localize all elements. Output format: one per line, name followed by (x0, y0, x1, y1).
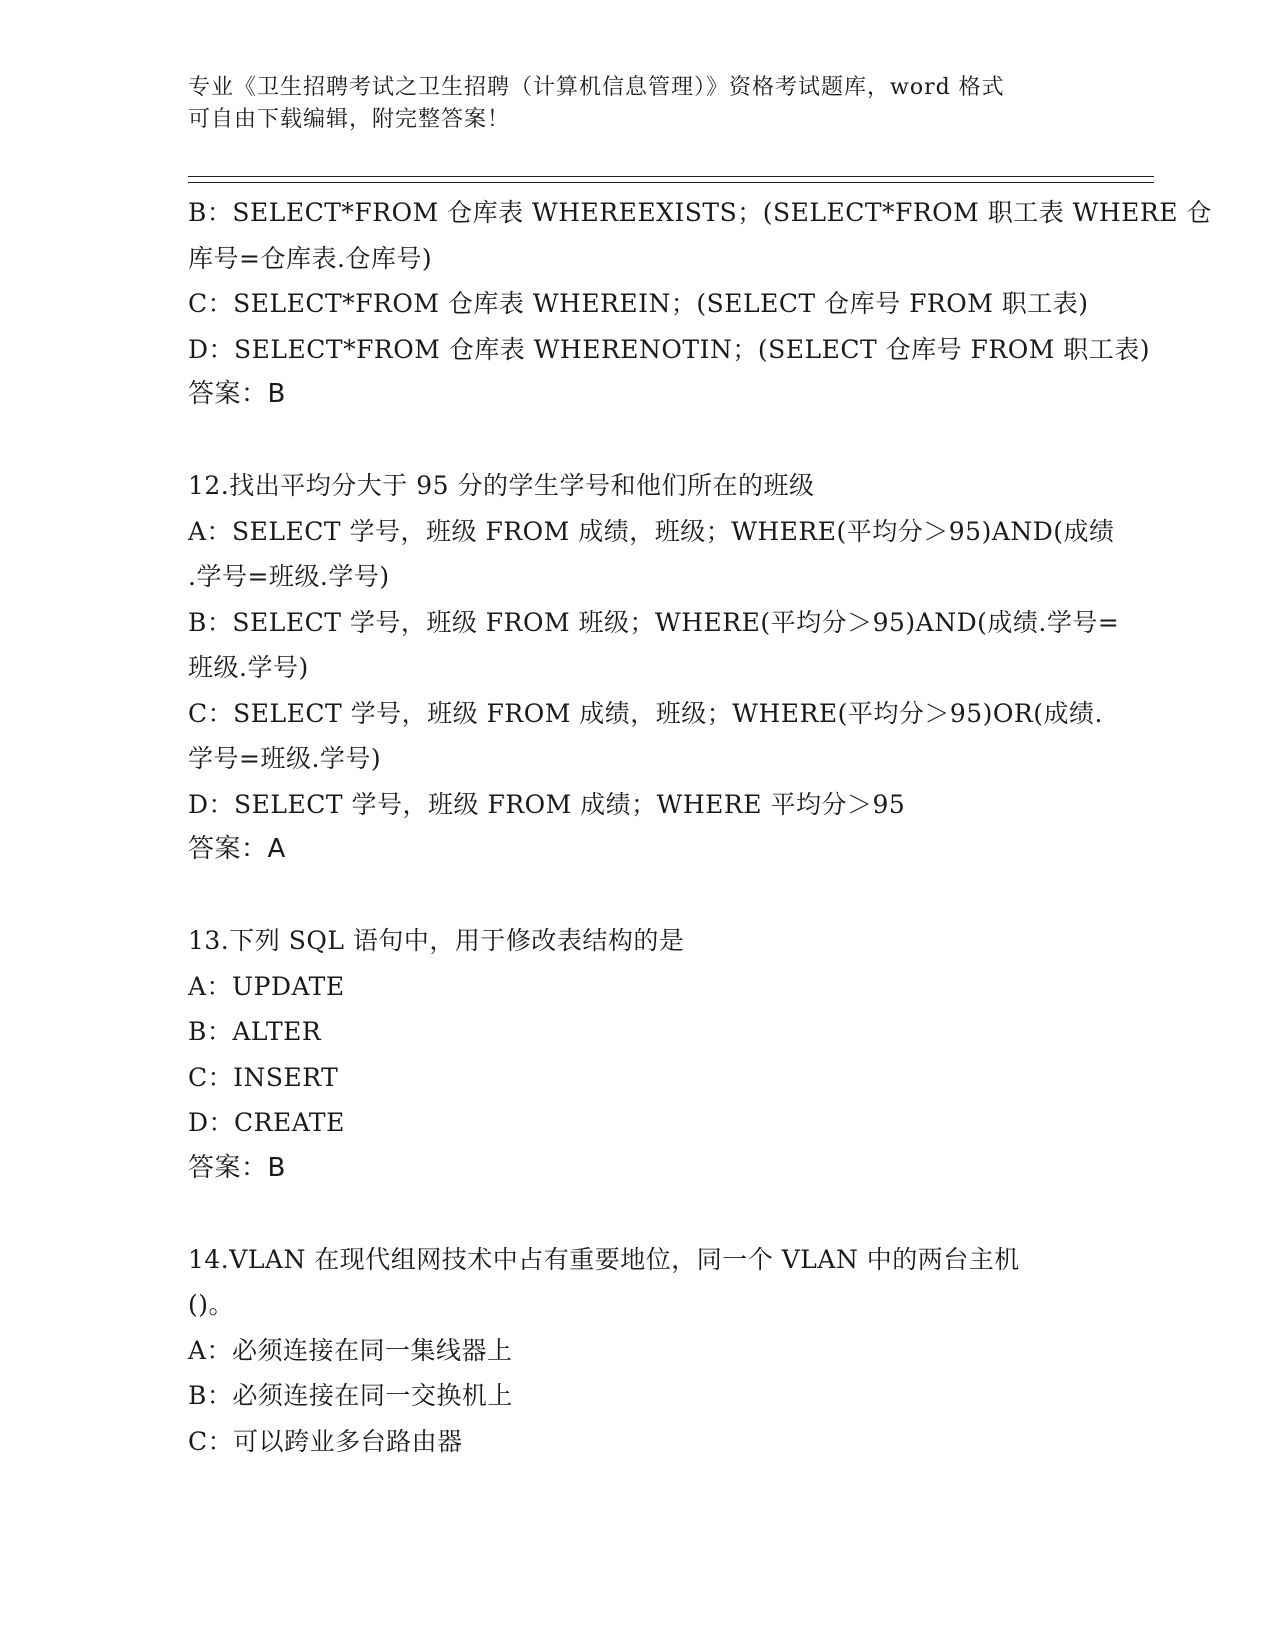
document-header (188, 72, 1088, 136)
q11-option-b-line1: B：SELECT*FROM 仓库表 WHEREEXISTS；(SELECT*FROM 职工表 WHERE 仓 (188, 198, 1212, 227)
q14-stem-line2: ()。 (188, 1290, 235, 1319)
question-12 (188, 463, 1120, 873)
q11-option-d: D：SELECT*FROM 仓库表 WHERENOTIN；(SELECT 仓库号 FROM 职工表) (188, 334, 1150, 364)
q13-option-c: C：INSERT (188, 1062, 339, 1092)
q12-option-d: D：SELECT 学号，班级 FROM 成绩；WHERE 平均分＞95 (188, 789, 906, 819)
question-13 (188, 918, 1088, 1191)
header-line-2: 可自由下载编辑，附完整答案！ (188, 107, 511, 132)
q13-option-d: D：CREATE (188, 1108, 345, 1137)
q11-option-c: C：SELECT*FROM 仓库表 WHEREIN；(SELECT 仓库号 FROM 职工表) (188, 289, 1089, 318)
q14-option-b: B：必须连接在同一交换机上 (188, 1381, 513, 1410)
spacer (188, 1191, 1088, 1237)
header-divider-bottom (188, 182, 1154, 183)
q12-option-b-line2: 班级.学号) (188, 653, 309, 682)
question-11 (188, 190, 1212, 418)
question-14 (188, 1237, 1088, 1465)
q12-answer: 答案：A (188, 834, 286, 864)
question-content (188, 190, 1212, 1464)
q14-option-a: A：必须连接在同一集线器上 (188, 1335, 513, 1365)
header-divider-top (188, 176, 1154, 177)
q11-answer: 答案：B (188, 379, 286, 409)
q12-option-c-line2: 学号=班级.学号) (188, 744, 382, 773)
q12-option-c-line1: C：SELECT 学号，班级 FROM 成绩，班级；WHERE(平均分＞95)OR(成绩. (188, 698, 1103, 728)
q12-option-b-line1: B：SELECT 学号，班级 FROM 班级；WHERE(平均分＞95)AND(成绩.学号= (188, 607, 1120, 637)
q12-stem: 12.找出平均分大于 95 分的学生学号和他们所在的班级 (188, 471, 815, 500)
q12-option-a-line2: .学号=班级.学号) (188, 562, 390, 591)
q13-answer: 答案：B (188, 1152, 286, 1183)
q13-option-b: B：ALTER (188, 1017, 322, 1046)
q14-option-c: C：可以跨业多台路由器 (188, 1426, 463, 1456)
q14-stem-line1: 14.VLAN 在现代组网技术中占有重要地位，同一个 VLAN 中的两台主机 (188, 1244, 1020, 1274)
spacer (188, 873, 1088, 919)
q11-option-b-line2: 库号=仓库表.仓库号) (188, 243, 433, 273)
header-line-1: 专业《卫生招聘考试之卫生招聘（计算机信息管理）》资格考试题库，word 格式 (188, 75, 1005, 100)
q12-option-a-line1: A：SELECT 学号，班级 FROM 成绩，班级；WHERE(平均分＞95)AND(成绩 (188, 516, 1115, 546)
spacer (188, 418, 1088, 464)
q13-option-a: A：UPDATE (188, 971, 345, 1001)
q13-stem: 13.下列 SQL 语句中，用于修改表结构的是 (188, 926, 685, 955)
